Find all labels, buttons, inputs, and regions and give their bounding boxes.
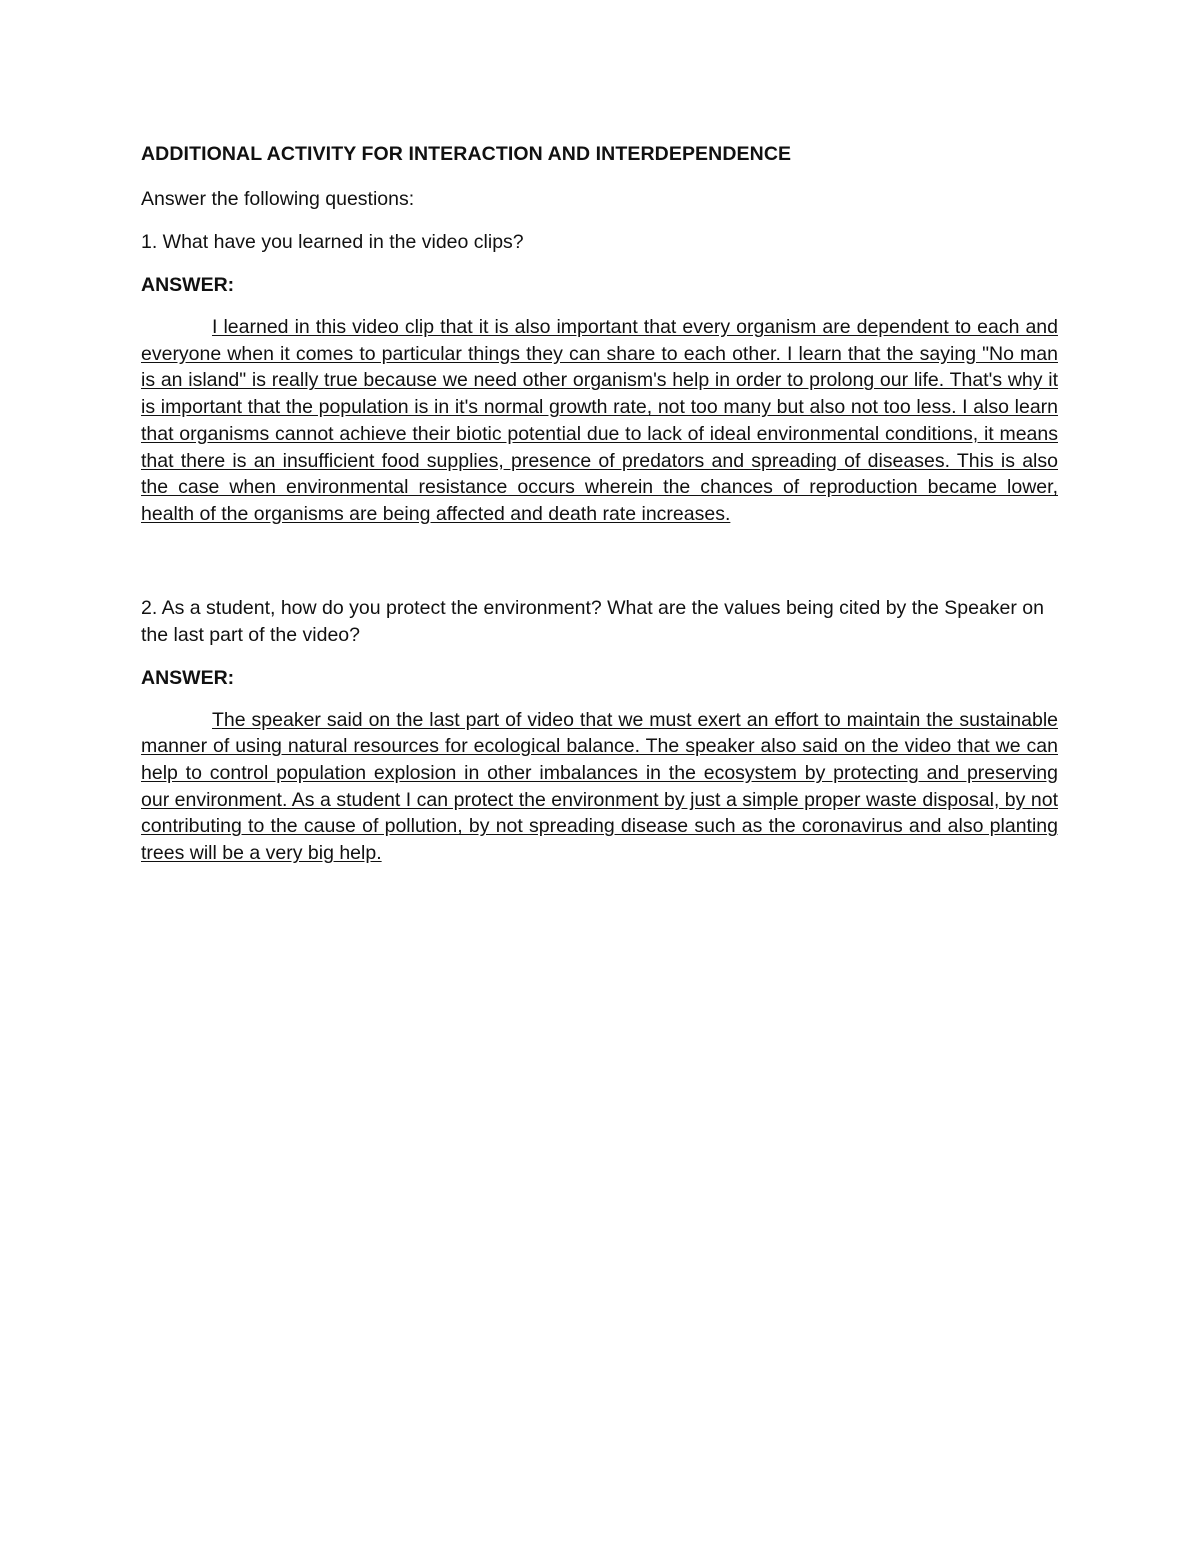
answer-1-text-block xyxy=(141,314,1058,528)
question-1: 1. What have you learned in the video clips? xyxy=(141,231,524,253)
section-spacer xyxy=(141,528,1058,595)
document-title: ADDITIONAL ACTIVITY FOR INTERACTION AND INTERDEPENDENCE xyxy=(141,143,792,165)
answer-2-text-block xyxy=(141,707,1058,867)
question-2: 2. As a student, how do you protect the environment? What are the values being cited by the Speaker on the last part of the video? xyxy=(141,596,1044,646)
answer-2-text: The speaker said on the last part of video that we must exert an effort to maintain the sustainable manner of using natural resources for ecological balance. The speaker also said on the video that we can help to control population explosion in other imbalances in the ecosystem by protecting and preserving our environment. As a student I can protect the environment by just a simple proper waste disposal, by not contributing to the cause of pollution, by not spreading disease such as the coronavirus and also planting trees will be a very big help. xyxy=(141,708,1058,865)
answer-1-text: I learned in this video clip that it is also important that every organism are dependent to each and everyone when it comes to particular things they can share to each other. I learn that the saying "No man is an island" is really true because we need other organism's help in order to prolong our life. That's why it is important that the population is in it's normal growth rate, not too many but also not too less. I also learn that organisms cannot achieve their biotic potential due to lack of ideal environmental conditions, it means that there is an insufficient food supplies, presence of predators and spreading of diseases. This is also the case when environmental resistance occurs wherein the chances of reproduction became lower, health of the organisms are being affected and death rate increases. xyxy=(141,316,1058,525)
document-page xyxy=(141,140,1058,867)
answer-2-label: ANSWER: xyxy=(141,666,235,689)
instructions: Answer the following questions: xyxy=(141,188,415,210)
answer-1-label: ANSWER: xyxy=(141,274,235,296)
